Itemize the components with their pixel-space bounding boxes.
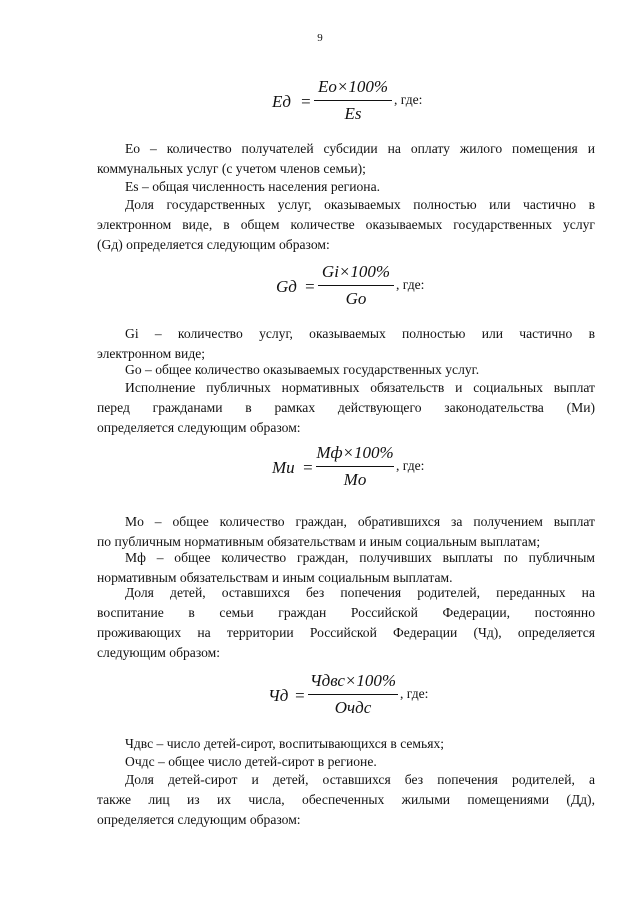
text-line: Eo – количество получателей субсидии на оплату жилого помещения и [125, 141, 595, 156]
formula-numerator: Mф×100% [316, 443, 394, 462]
text-line: определяется следующим образом: [97, 812, 301, 827]
formula-denominator: Go [345, 289, 367, 308]
equals-sign: = [304, 277, 316, 296]
equals-sign: = [300, 92, 312, 111]
paragraph-mi-intro [97, 378, 595, 438]
paragraph-eo [97, 139, 595, 179]
text-line: также лиц из их числа, обеспеченных жилыми помещениями (Дд), [97, 792, 595, 807]
formula-gd [276, 262, 516, 312]
text-line: по публичным нормативным обязательствам и иным социальным выплатам; [97, 534, 541, 549]
formula-numerator: Gi×100% [321, 262, 391, 281]
paragraph-mo [97, 512, 595, 552]
fraction-bar [318, 285, 394, 286]
equals-sign: = [294, 686, 306, 705]
text-line: следующим образом: [97, 645, 221, 660]
formula-denominator: Es [344, 104, 362, 123]
text-line: воспитание в семьи граждан Российской Федерации, постоянно [97, 605, 595, 620]
formula-denominator: Oчдс [334, 698, 372, 717]
text-line: проживающих на территории Российской Федерации (Чд), определяется [97, 625, 595, 640]
formula-denominator: Mo [343, 470, 367, 489]
paragraph-gi [97, 324, 595, 364]
paragraph-go [97, 360, 595, 380]
text-line: электронном виде, в общем количестве оказываемых государственных услуг [97, 217, 595, 232]
text-line: Доля детей, оставшихся без попечения родителей, переданных на [125, 585, 595, 600]
formula-numerator: Чдвс×100% [309, 671, 397, 690]
text-line: Доля государственных услуг, оказываемых полностью или частично в [125, 197, 595, 212]
paragraph-ochds [97, 752, 595, 772]
text-line: определяется следующим образом: [97, 420, 301, 435]
text-line: Gi – количество услуг, оказываемых полностью или частично в [125, 326, 595, 341]
paragraph-chd-intro [97, 583, 595, 663]
formula-lhs: Mи [272, 458, 295, 477]
text-line: перед гражданами в рамках действующего законодательства (Ми) [97, 400, 595, 415]
text-line: электронном виде; [97, 346, 206, 361]
formula-suffix: , где: [400, 686, 429, 701]
formula-suffix: , где: [394, 92, 423, 107]
formula-suffix: , где: [396, 458, 425, 473]
equals-sign: = [302, 458, 314, 477]
paragraph-chdvs [97, 734, 595, 754]
formula-suffix: , где: [396, 277, 425, 292]
paragraph-es [97, 177, 595, 197]
fraction-bar [316, 466, 394, 467]
formula-lhs: Чд [268, 686, 289, 705]
page-number: 9 [317, 32, 323, 44]
fraction-bar [308, 694, 398, 695]
text-line: Es – общая численность населения региона. [125, 179, 381, 194]
formula-ed [272, 77, 502, 127]
formula-lhs: Gд [276, 277, 297, 296]
text-line: (Gд) определяется следующим образом: [97, 237, 330, 252]
paragraph-dd-intro [97, 770, 595, 830]
paragraph-mf [97, 548, 595, 588]
formula-mi [272, 443, 522, 493]
fraction-bar [314, 100, 392, 101]
paragraph-gd-intro [97, 195, 595, 255]
text-line: Go – общее количество оказываемых государственных услуг. [125, 362, 480, 377]
formula-chd [268, 671, 528, 721]
text-line: нормативным обязательствам и иным социальным выплатам. [97, 570, 453, 585]
text-line: коммунальных услуг (с учетом членов семьи); [97, 161, 366, 176]
text-line: Доля детей-сирот и детей, оставшихся без попечения родителей, а [125, 772, 595, 787]
text-line: Исполнение публичных нормативных обязательств и социальных выплат [125, 380, 595, 395]
text-line: Чдвс – число детей-сирот, воспитывающихся в семьях; [125, 736, 445, 751]
text-line: Mф – общее количество граждан, получивших выплаты по публичным [125, 550, 595, 565]
formula-lhs: Eд [272, 92, 291, 111]
formula-numerator: Eo×100% [317, 77, 389, 96]
text-line: Oчдс – общее число детей-сирот в регионе. [125, 754, 377, 769]
text-line: Mo – общее количество граждан, обратившихся за получением выплат [125, 514, 595, 529]
